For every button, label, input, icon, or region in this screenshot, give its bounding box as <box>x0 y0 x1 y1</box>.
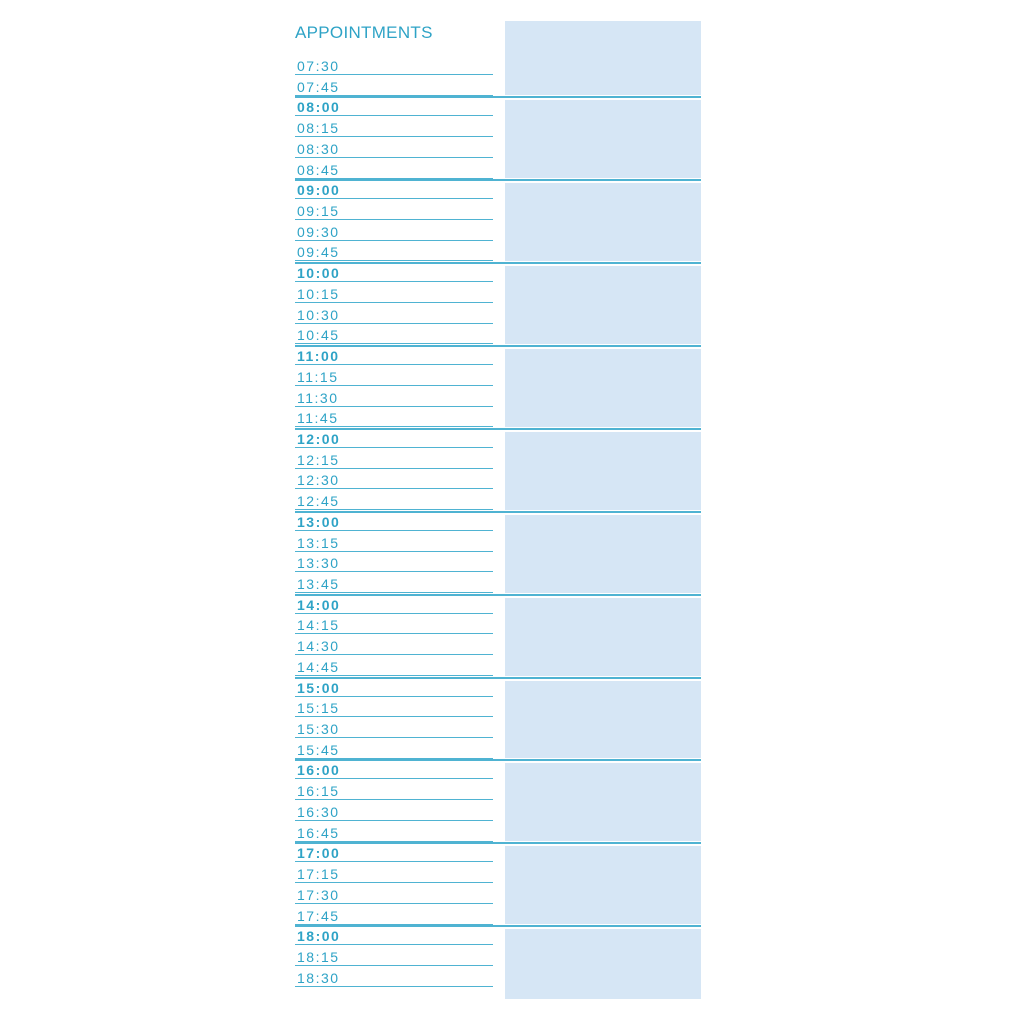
time-slot-rule <box>295 74 493 75</box>
time-slot-label: 07:30 <box>297 58 340 74</box>
time-slot-label: 11:45 <box>297 410 339 427</box>
time-slot-rule <box>295 986 493 987</box>
time-slot-rule <box>295 737 493 738</box>
time-slot-rule <box>295 157 493 158</box>
time-slot-label: 16:45 <box>297 824 340 841</box>
time-slot-rule <box>295 965 493 966</box>
time-slot-rule <box>295 882 493 883</box>
time-slot-rule <box>295 613 493 614</box>
hour-divider <box>295 677 701 679</box>
hour-divider <box>295 842 701 844</box>
time-slot-label: 08:45 <box>297 161 340 178</box>
time-slot-label: 16:00 <box>297 762 341 779</box>
time-slot-label: 12:15 <box>297 451 340 468</box>
time-slot-rule <box>295 468 493 469</box>
time-slot-label: 11:15 <box>297 368 339 385</box>
time-slot-rule <box>295 571 493 572</box>
time-slot-rule <box>295 861 493 862</box>
time-slot-label: 17:00 <box>297 845 341 862</box>
time-slot-rule <box>295 447 493 448</box>
time-slot-label: 08:00 <box>297 99 341 116</box>
notes-area[interactable] <box>505 515 701 593</box>
hour-divider <box>295 262 701 264</box>
time-slot-rule <box>295 633 493 634</box>
time-slot-label: 15:00 <box>297 679 341 696</box>
notes-area[interactable] <box>505 846 701 924</box>
time-slot-rule <box>295 198 493 199</box>
notes-area[interactable] <box>505 929 701 999</box>
time-slot-rule <box>295 219 493 220</box>
time-slot-label: 12:00 <box>297 430 341 447</box>
time-slot-rule <box>295 281 493 282</box>
hour-divider <box>295 179 701 181</box>
time-slot-rule <box>295 406 493 407</box>
notes-area[interactable] <box>505 349 701 427</box>
time-slot-label: 13:15 <box>297 534 340 551</box>
hour-divider <box>295 594 701 596</box>
time-slot-label: 10:15 <box>297 285 340 302</box>
time-slot-label: 13:45 <box>297 576 340 592</box>
hour-divider <box>295 428 701 430</box>
appointments-header: APPOINTMENTS <box>295 23 433 42</box>
hour-divider <box>295 759 701 761</box>
time-slot-rule <box>295 136 493 137</box>
notes-area[interactable] <box>505 21 701 95</box>
time-slot-rule <box>295 696 493 697</box>
time-slot-label: 14:45 <box>297 658 340 675</box>
time-slot-label: 09:30 <box>297 223 340 240</box>
time-slot-label: 13:30 <box>297 555 340 572</box>
hour-divider <box>295 511 701 513</box>
time-slot-label: 10:00 <box>297 265 341 282</box>
time-slot-rule <box>295 716 493 717</box>
time-slot-rule <box>295 820 493 821</box>
time-slot-label: 12:30 <box>297 472 340 489</box>
time-slot-rule <box>295 778 493 779</box>
time-slot-label: 14:30 <box>297 638 340 655</box>
time-slot-rule <box>295 115 493 116</box>
time-slot-label: 15:30 <box>297 721 340 738</box>
time-slot-label: 14:00 <box>297 596 341 613</box>
hour-divider <box>295 345 701 347</box>
time-slot-label: 18:00 <box>297 928 341 945</box>
time-slot-label: 17:45 <box>297 907 340 924</box>
hour-divider <box>295 925 701 927</box>
notes-area[interactable] <box>505 100 701 178</box>
time-slot-label: 16:30 <box>297 803 340 820</box>
time-slot-rule <box>295 530 493 531</box>
notes-area[interactable] <box>505 266 701 344</box>
time-slot-label: 09:45 <box>297 244 340 261</box>
time-slot-label: 17:30 <box>297 886 340 903</box>
time-slot-label: 08:15 <box>297 120 340 137</box>
time-slot-label: 15:45 <box>297 741 340 758</box>
time-slot-label: 10:30 <box>297 306 340 323</box>
time-slot-rule <box>295 551 493 552</box>
time-slot-label: 07:45 <box>297 78 340 95</box>
time-slot-label: 17:15 <box>297 866 340 883</box>
notes-area[interactable] <box>505 598 701 676</box>
time-slot-rule <box>295 364 493 365</box>
time-slot-label: 11:30 <box>297 389 339 406</box>
time-slot-rule <box>295 323 493 324</box>
time-slot-label: 10:45 <box>297 327 340 344</box>
time-slot-rule <box>295 799 493 800</box>
notes-area[interactable] <box>505 432 701 510</box>
time-slot-label: 09:00 <box>297 182 341 199</box>
time-slot-rule <box>295 654 493 655</box>
time-slot-rule <box>295 903 493 904</box>
time-slot-label: 08:30 <box>297 140 340 157</box>
notes-area[interactable] <box>505 763 701 841</box>
notes-area[interactable] <box>505 681 701 759</box>
time-slot-rule <box>295 385 493 386</box>
time-slot-label: 14:15 <box>297 617 340 634</box>
notes-area[interactable] <box>505 183 701 261</box>
time-slot-label: 16:15 <box>297 783 340 800</box>
time-slot-label: 11:00 <box>297 348 340 365</box>
hour-divider <box>295 96 701 98</box>
time-slot-label: 09:15 <box>297 203 340 220</box>
time-slot-label: 15:15 <box>297 700 340 717</box>
time-slot-label: 18:30 <box>297 969 340 986</box>
time-slot-rule <box>295 944 493 945</box>
time-slot-rule <box>295 302 493 303</box>
time-slot-rule <box>295 240 493 241</box>
time-slot-label: 18:15 <box>297 948 340 965</box>
time-slot-label: 13:00 <box>297 513 341 530</box>
time-slot-label: 12:45 <box>297 493 340 510</box>
time-slot-rule <box>295 488 493 489</box>
